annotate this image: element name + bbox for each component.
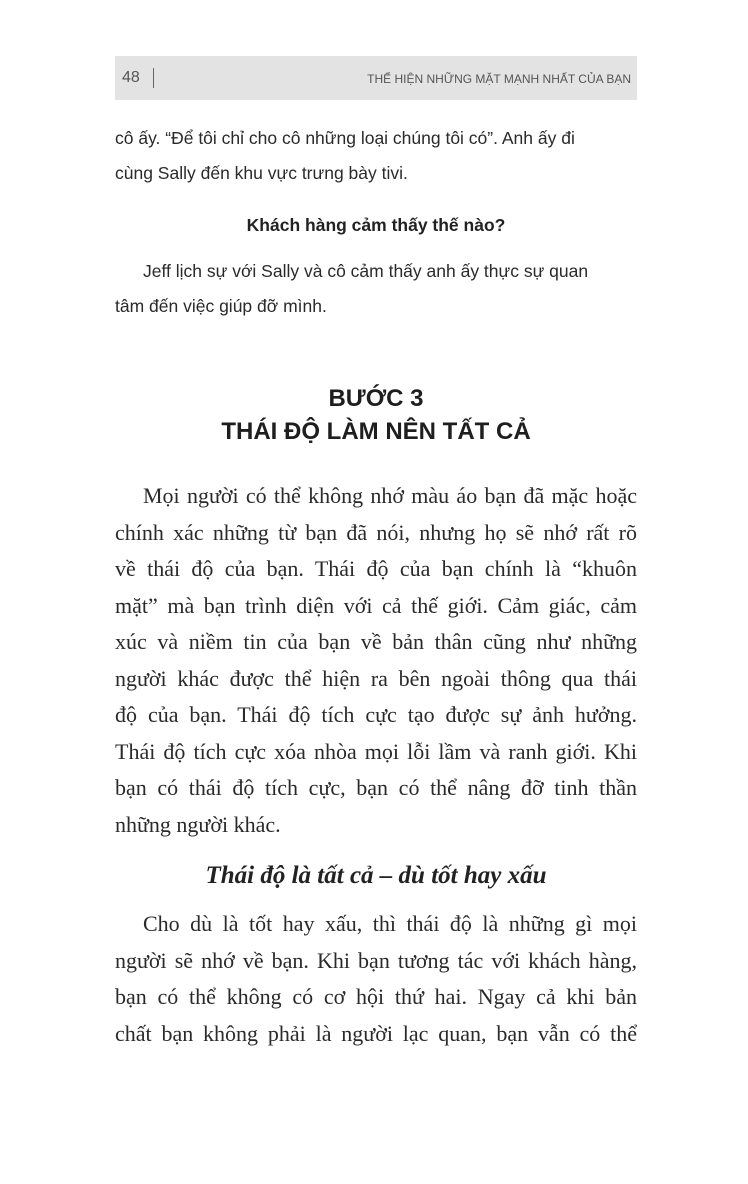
text-line: cô ấy. “Để tôi chỉ cho cô những loại chúng tôi có”. Anh ấy đi [115,128,575,148]
running-title: THỂ HIỆN NHỮNG MẶT MẠNH NHẤT CỦA BẠN [367,72,631,86]
text-line: Thái độ tích cực xóa nhòa mọi lỗi lầm và ranh giới. Khi [115,738,637,764]
text-line: độ của bạn. Thái độ tích cực tạo được sự ảnh hưởng. [115,702,637,727]
text-line: tâm đến việc giúp đỡ mình. [115,296,327,316]
text-line: Mọi người có thể không nhớ màu áo bạn đã mặc hoặc [143,483,637,508]
text-line: xúc và niềm tin của bạn về bản thân cũng như những [115,629,637,654]
text-line: về thái độ của bạn. Thái độ của bạn chính là “khuôn [115,556,637,581]
text-line: Cho dù là tốt hay xấu, thì thái độ là những gì mọi [143,911,637,936]
section-step-label: BƯỚC 3 [328,385,424,412]
text-line: người sẽ nhớ về bạn. Khi bạn tương tác với khách hàng, [115,947,637,973]
page-number: 48 [122,69,140,86]
body-paragraph [115,478,637,843]
text-line: những người khác. [115,811,281,837]
text-line: mặt” mà bạn trình diện với cả thế giới. Cảm giác, cảm [115,592,637,618]
text-line: chính xác những từ bạn đã nói, nhưng họ sẽ nhớ rất rõ [115,519,637,545]
italic-subheading: Thái độ là tất cả – dù tốt hay xấu [205,862,547,889]
text-line: người khác được thể hiện ra bên ngoài thông qua thái [115,665,637,691]
section-title [115,382,637,448]
running-header [115,56,637,100]
text-line: Jeff lịch sự với Sally và cô cảm thấy anh ấy thực sự quan [143,261,589,281]
intro-paragraph [115,121,637,191]
text-line: bạn có thái độ tích cực, bạn có thể nâng đỡ tinh thần [115,775,637,800]
text-line: bạn có thể không có cơ hội thứ hai. Ngay cả khi bản [115,984,637,1009]
answer-paragraph [115,254,637,324]
header-divider [153,68,154,88]
text-line: cùng Sally đến khu vực trưng bày tivi. [115,163,408,183]
closing-paragraph [115,906,637,1052]
section-title-text: THÁI ĐỘ LÀM NÊN TẤT CẢ [221,418,531,445]
text-line: chất bạn không phải là người lạc quan, bạn vẫn có thể [115,1020,637,1046]
question-heading: Khách hàng cảm thấy thế nào? [246,215,506,235]
